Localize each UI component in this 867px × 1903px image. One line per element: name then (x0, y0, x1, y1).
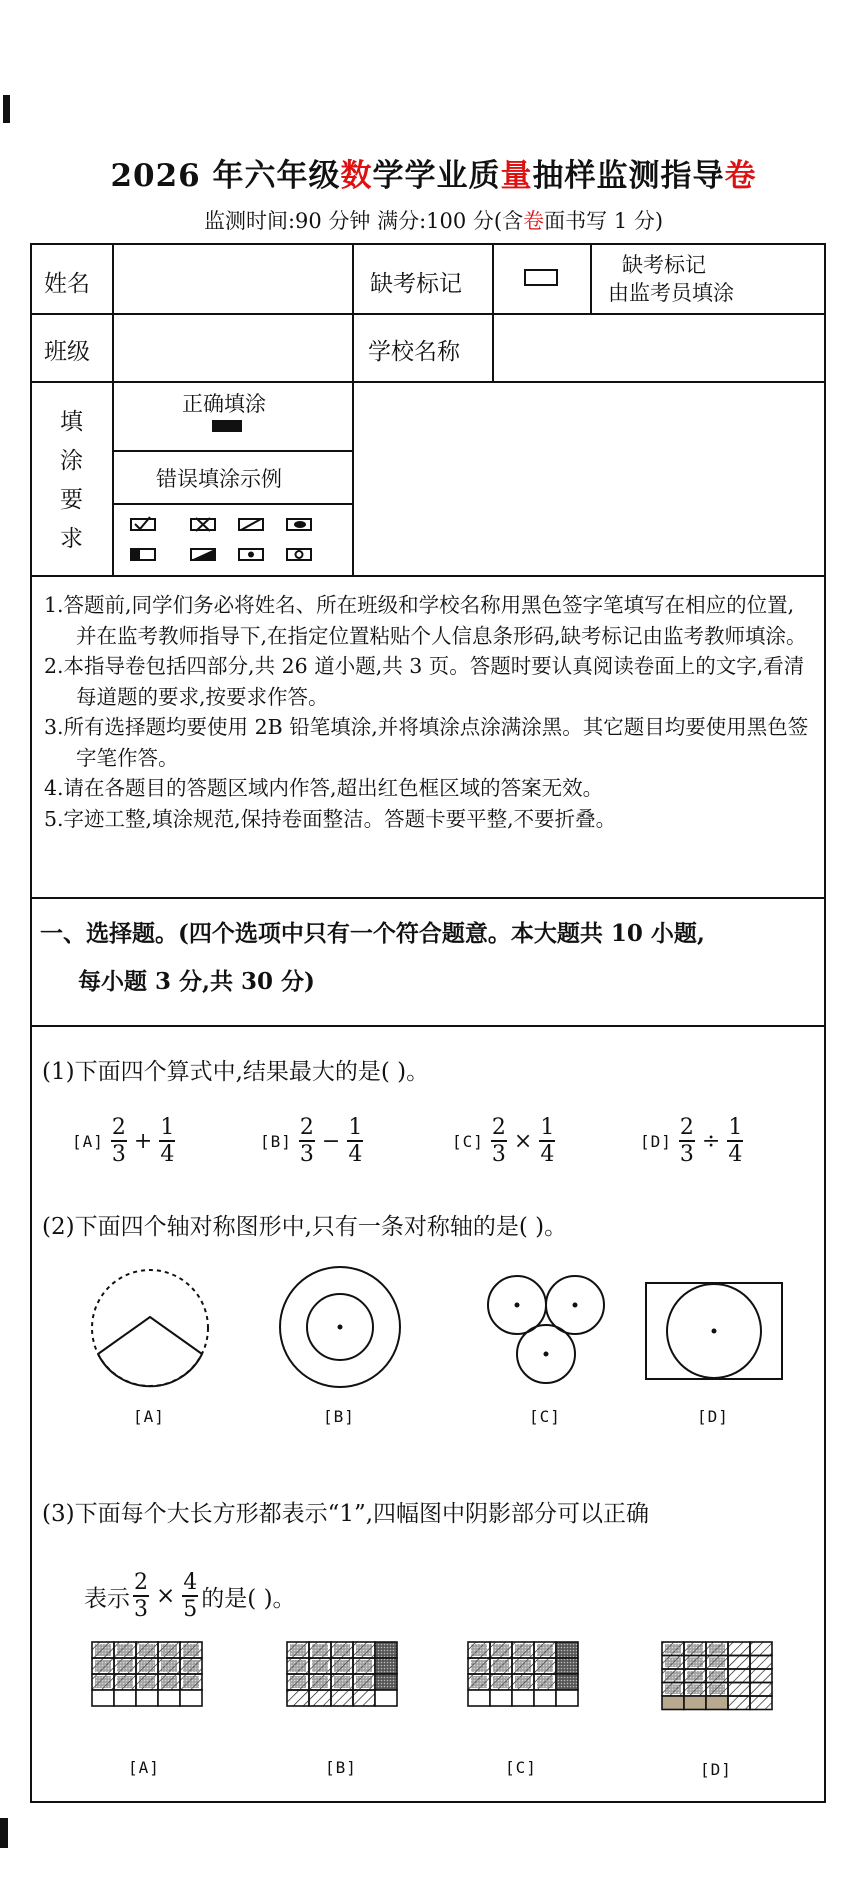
cross-mark-icon (191, 518, 215, 531)
shaded-cell (375, 1642, 397, 1658)
empty-cell (556, 1690, 578, 1706)
shaded-overlay (117, 1644, 133, 1656)
shaded-cell (556, 1642, 578, 1658)
page-title: 2026 年六年级数学学业质量抽样监测指导卷 (110, 158, 757, 194)
shaded-overlay (537, 1676, 553, 1688)
instruction-item: 5.字迹工整,填涂规范,保持卷面整洁。答题卡要平整,不要折叠。 (44, 806, 617, 831)
instruction-item: 1.答题前,同学们务必将姓名、所在班级和学校名称用黑色签字笔填写在相应的位置,并在监考教师指导下,在指定位置粘贴个人信息条形码,缺考标记由监考教师填涂。 (44, 593, 807, 648)
shaded-overlay (709, 1685, 725, 1695)
question-2: (2)下面四个轴对称图形中,只有一条对称轴的是( )。 (42, 1214, 568, 1240)
hatched-cell (728, 1669, 750, 1683)
tan-cell (662, 1696, 684, 1710)
q2-figure-b[interactable] (280, 1267, 400, 1387)
shaded-overlay (356, 1676, 372, 1688)
empty-cell (136, 1690, 158, 1706)
q3-figure-d[interactable] (662, 1642, 772, 1710)
shaded-overlay (515, 1676, 531, 1688)
triangle-fill-mark-icon (191, 549, 215, 560)
shaded-cell (556, 1674, 578, 1690)
shaded-overlay (471, 1676, 487, 1688)
q2-caption-c: [C] (529, 1407, 561, 1426)
shaded-overlay (687, 1644, 703, 1654)
name-field[interactable] (114, 247, 350, 311)
empty-cell (180, 1690, 202, 1706)
shaded-overlay (687, 1685, 703, 1695)
divider (32, 1025, 824, 1027)
divider (352, 245, 354, 381)
wrong-fill-examples (117, 513, 347, 573)
shaded-overlay (161, 1644, 177, 1656)
hatched-cell (728, 1696, 750, 1710)
shaded-overlay (95, 1676, 111, 1688)
shaded-overlay (117, 1660, 133, 1672)
instruction-item: 2.本指导卷包括四部分,共 26 道小题,共 3 页。答题时要认真阅读卷面上的文字,看清每道题的要求,按要求作答。 (44, 654, 805, 709)
hatched-cell (750, 1696, 772, 1710)
shaded-overlay (665, 1658, 681, 1668)
empty-cell (375, 1690, 397, 1706)
q3-figure-b[interactable] (287, 1642, 397, 1706)
absent-note-1: 缺考标记 (622, 253, 706, 277)
shaded-overlay (471, 1660, 487, 1672)
shaded-overlay (183, 1644, 199, 1656)
hatched-cell (353, 1690, 375, 1706)
shaded-overlay (139, 1676, 155, 1688)
shaded-overlay (95, 1660, 111, 1672)
q2-caption-d: [D] (697, 1407, 729, 1426)
absent-note-2: 由监考员填涂 (608, 281, 734, 305)
correct-fill-sample (212, 420, 242, 432)
hatched-cell (750, 1669, 772, 1683)
shaded-overlay (334, 1644, 350, 1656)
hatched-cell (750, 1683, 772, 1697)
divider (112, 503, 352, 505)
shaded-overlay (665, 1685, 681, 1695)
edge-mark-top (3, 95, 10, 123)
empty-cell (158, 1690, 180, 1706)
q2-figures (32, 1265, 824, 1405)
shaded-overlay (290, 1676, 306, 1688)
q2-figure-d[interactable] (646, 1283, 782, 1379)
divider (352, 381, 354, 575)
fill-requirement-label: 填 涂 要 求 (60, 409, 83, 552)
shaded-overlay (687, 1671, 703, 1681)
hatched-cell (728, 1683, 750, 1697)
divider (112, 450, 352, 452)
class-label: 班级 (44, 339, 90, 365)
shaded-overlay (312, 1676, 328, 1688)
hatched-cell (287, 1690, 309, 1706)
q1-option-d[interactable]: [D] $\frac{2}{3}$ ÷ $\frac{1}{4}$ (640, 1115, 743, 1167)
shaded-overlay (161, 1676, 177, 1688)
empty-cell (490, 1690, 512, 1706)
shaded-overlay (183, 1676, 199, 1688)
instruction-item: 3.所有选择题均要使用 2B 铅笔填涂,并将填涂点涂满涂黑。其它题目均要使用黑色签字笔作答。 (44, 715, 809, 770)
hatched-cell (750, 1656, 772, 1670)
shaded-cell (375, 1658, 397, 1674)
divider (32, 897, 824, 899)
instruction-item: 4.请在各题目的答题区域内作答,超出红色框区域的答案无效。 (44, 776, 604, 800)
wrong-fill-label: 错误填涂示例 (156, 467, 282, 491)
shaded-overlay (665, 1671, 681, 1681)
shaded-overlay (312, 1660, 328, 1672)
shaded-overlay (493, 1676, 509, 1688)
shaded-overlay (515, 1660, 531, 1672)
q1-option-c[interactable]: [C] $\frac{2}{3}$ × $\frac{1}{4}$ (452, 1115, 555, 1167)
exam-info: 监测时间:90 分钟 满分:100 分(含卷面书写 1 分) (203, 209, 664, 233)
empty-cell (114, 1690, 136, 1706)
shaded-overlay (161, 1660, 177, 1672)
question-1: (1)下面四个算式中,结果最大的是( )。 (42, 1059, 430, 1085)
shaded-overlay (290, 1660, 306, 1672)
shaded-overlay (334, 1676, 350, 1688)
divider (32, 575, 824, 577)
shaded-overlay (709, 1671, 725, 1681)
q1-option-a[interactable]: [A] $\frac{2}{3}$ + $\frac{1}{4}$ (72, 1115, 175, 1167)
school-field[interactable] (494, 315, 822, 379)
shaded-overlay (537, 1644, 553, 1656)
correct-fill-label: 正确填涂 (182, 392, 266, 416)
shaded-overlay (139, 1644, 155, 1656)
shaded-overlay (356, 1644, 372, 1656)
tan-cell (684, 1696, 706, 1710)
hatched-cell (750, 1642, 772, 1656)
hatched-cell (728, 1656, 750, 1670)
q2-caption-b: [B] (323, 1407, 355, 1426)
shaded-cell (556, 1658, 578, 1674)
shaded-overlay (687, 1658, 703, 1668)
shaded-overlay (471, 1644, 487, 1656)
question-3-line-1: (3)下面每个大长方形都表示“1”,四幅图中阴影部分可以正确 (42, 1501, 650, 1527)
shaded-overlay (537, 1660, 553, 1672)
empty-cell (92, 1690, 114, 1706)
hatched-cell (728, 1642, 750, 1656)
answer-sheet (30, 243, 826, 1803)
q3-caption-a: [A] (128, 1758, 160, 1777)
q3-caption-b: [B] (325, 1758, 357, 1777)
absent-mark-box[interactable] (524, 269, 558, 286)
shaded-overlay (183, 1660, 199, 1672)
shaded-overlay (139, 1660, 155, 1672)
shaded-overlay (334, 1660, 350, 1672)
empty-cell (534, 1690, 556, 1706)
q3-caption-c: [C] (505, 1758, 537, 1777)
q3-caption-d: [D] (700, 1760, 732, 1779)
ring-mark-icon (287, 549, 311, 560)
slash-mark-icon (239, 519, 263, 530)
check-mark-icon (131, 517, 155, 530)
q2-figure-c[interactable] (488, 1276, 604, 1383)
question-3-line-2: 表示 $\frac{2}{3}$ × $\frac{4}{5}$ 的是( )。 (84, 1570, 296, 1622)
dot-mark-icon (287, 519, 311, 530)
q1-option-b[interactable]: [B] $\frac{2}{3}$ − $\frac{1}{4}$ (260, 1115, 363, 1167)
q3-figure-a[interactable] (92, 1642, 202, 1706)
shaded-overlay (290, 1644, 306, 1656)
q3-figures (32, 1640, 824, 1740)
name-label: 姓名 (44, 271, 90, 297)
q3-figure-c[interactable] (468, 1642, 578, 1706)
tan-cell (706, 1696, 728, 1710)
empty-cell (468, 1690, 490, 1706)
shaded-overlay (356, 1660, 372, 1672)
q2-caption-a: [A] (133, 1407, 165, 1426)
empty-cell (512, 1690, 534, 1706)
shaded-overlay (312, 1644, 328, 1656)
hatched-cell (309, 1690, 331, 1706)
instructions (44, 590, 814, 834)
section-heading: 一、选择题。(四个选项中只有一个符合题意。本大题共 10 小题, 每小题 3 分,共 30 分) (40, 920, 705, 995)
small-dot-mark-icon (239, 549, 263, 560)
school-label: 学校名称 (368, 339, 460, 365)
edge-mark-bottom (0, 1818, 8, 1848)
shaded-overlay (493, 1660, 509, 1672)
absent-label: 缺考标记 (370, 271, 462, 297)
shaded-overlay (493, 1644, 509, 1656)
shaded-overlay (515, 1644, 531, 1656)
shaded-cell (375, 1674, 397, 1690)
divider (590, 245, 592, 313)
shaded-overlay (665, 1644, 681, 1654)
shaded-overlay (117, 1676, 133, 1688)
shaded-overlay (709, 1658, 725, 1668)
divider (32, 381, 824, 383)
q2-figure-a[interactable] (92, 1270, 208, 1386)
half-fill-mark-icon (131, 549, 155, 560)
shaded-overlay (95, 1644, 111, 1656)
hatched-cell (331, 1690, 353, 1706)
shaded-overlay (709, 1644, 725, 1654)
class-field[interactable] (114, 315, 350, 379)
